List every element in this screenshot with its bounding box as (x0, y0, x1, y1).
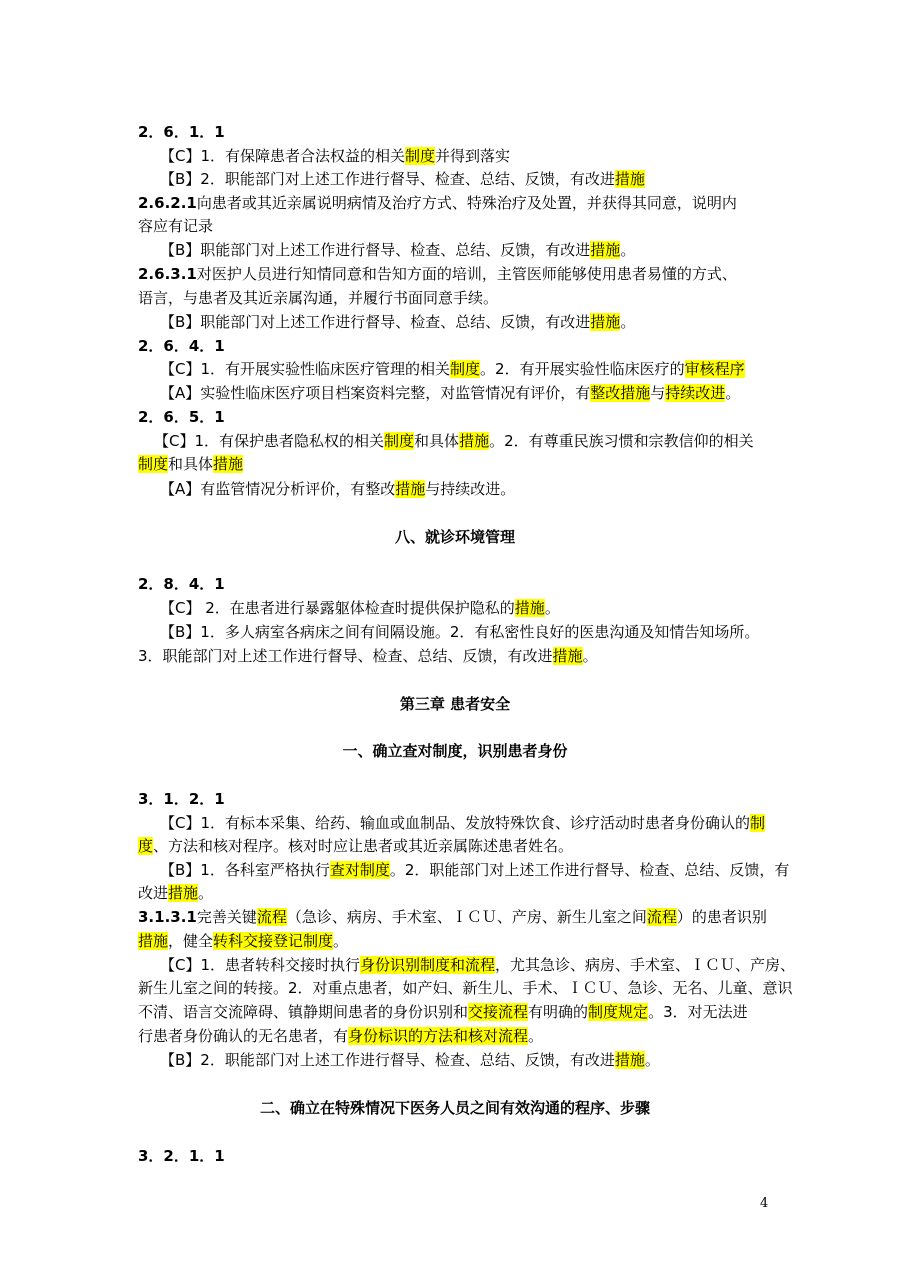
criterion-line (160, 239, 805, 261)
clause-line (138, 263, 783, 285)
text-segment: 。 (725, 384, 741, 402)
text-segment: 容应有记录 (138, 217, 214, 235)
criterion-line (160, 145, 805, 167)
section-heading (0, 1097, 910, 1119)
clause-line (138, 930, 783, 952)
highlighted-text: 措施 (614, 170, 645, 188)
text-segment: 与持续改进。 (425, 480, 516, 498)
criterion-line (160, 954, 805, 976)
highlighted-text: 流程 (256, 908, 287, 926)
text-segment: 【A】实验性临床医疗项目档案资料完整，对监管情况有评价，有 (160, 384, 591, 402)
text-segment: 【C】1．患者转科交接时执行 (160, 956, 361, 974)
highlighted-text: 流程 (646, 908, 677, 926)
highlighted-text: 身份识别制度和流程 (360, 956, 496, 974)
criterion-line (138, 835, 783, 857)
clause-line (138, 906, 783, 928)
highlighted-text: 制度 (138, 455, 169, 473)
text-segment: 【B】职能部门对上述工作进行督导、检查、总结、反馈，有改进 (160, 313, 591, 331)
text-segment: （急诊、病房、手术室、ＩＣＵ、产房、新生儿室之间 (286, 908, 647, 926)
highlighted-text: 持续改进 (665, 384, 726, 402)
text-segment: 2．6．5．1 (138, 408, 225, 426)
text-segment: 2．6．4．1 (138, 337, 225, 355)
highlighted-text: 措施 (590, 313, 621, 331)
text-segment: 【C】1．有保障患者合法权益的相关 (160, 147, 406, 165)
highlighted-text: 措施 (590, 241, 621, 259)
highlighted-text: 措施 (514, 599, 545, 617)
criterion-line (154, 430, 799, 452)
highlighted-text: 制度规定 (588, 1003, 649, 1021)
highlighted-text: 查对制度 (329, 861, 390, 879)
text-segment: 3．2．1．1 (138, 1147, 225, 1165)
text-segment: 。 (644, 1051, 660, 1069)
criterion-line (138, 453, 783, 475)
text-segment: 与 (650, 384, 666, 402)
clause-line (138, 215, 783, 237)
text-segment: ）的患者识别 (676, 908, 767, 926)
text-segment: 新生儿室之间的转接。2．对重点患者，如产妇、新生儿、手术、ＩＣＵ、急诊、无名、儿童、意识 (138, 979, 793, 997)
page-number: 4 (760, 1196, 769, 1211)
text-segment: 完善关键 (196, 908, 257, 926)
text-segment: 。 (333, 932, 349, 950)
text-segment: 【B】职能部门对上述工作进行督导、检查、总结、反馈，有改进 (160, 241, 591, 259)
text-segment: 第三章 患者安全 (399, 695, 511, 713)
text-segment: 。2．职能部门对上述工作进行督导、检查、总结、反馈，有 (389, 861, 790, 879)
text-segment: 。 (620, 241, 636, 259)
text-segment: 。2．有开展实验性临床医疗的 (480, 360, 685, 378)
text-segment: 向患者或其近亲属说明病情及治疗方式、特殊治疗及处置，并获得其同意，说明内 (196, 194, 737, 212)
chapter-heading (0, 693, 910, 715)
text-segment: 【C】1．有标本采集、给药、输血或血制品、发放特殊饮食、诊疗活动时患者身份确认的 (160, 814, 751, 832)
criterion-line (160, 168, 805, 190)
highlighted-text: 身份标识的方法和核对流程 (348, 1027, 529, 1045)
text-segment: 【B】2．职能部门对上述工作进行督导、检查、总结、反馈，有改进 (160, 1051, 615, 1069)
criterion-line (138, 882, 783, 904)
criterion-line (160, 311, 805, 333)
text-segment: 。 (528, 1027, 544, 1045)
highlighted-text: 制 (750, 814, 766, 832)
text-segment: 一、确立查对制度，识别患者身份 (342, 742, 568, 760)
text-segment: 。 (620, 313, 636, 331)
highlighted-text: 措施 (213, 455, 244, 473)
criterion-line (160, 358, 805, 380)
text-segment: 语言，与患者及其近亲属沟通，并履行书面同意手续。 (138, 289, 499, 307)
criterion-line (160, 478, 805, 500)
highlighted-text: 制度 (384, 432, 415, 450)
text-segment: 2．6．1．1 (138, 123, 225, 141)
highlighted-text: 制度 (450, 360, 481, 378)
section-heading (0, 740, 910, 762)
text-segment: 。 (198, 884, 214, 902)
text-segment: 【B】2．职能部门对上述工作进行督导、检查、总结、反馈，有改进 (160, 170, 615, 188)
section-number (138, 121, 783, 143)
criterion-line (160, 621, 805, 643)
criterion-line (160, 1049, 805, 1071)
criterion-line (138, 645, 783, 667)
text-segment: 。2．有尊重民族习惯和宗教信仰的相关 (489, 432, 754, 450)
criterion-line (160, 597, 805, 619)
text-segment: 【C】 2．在患者进行暴露躯体检查时提供保护隐私的 (160, 599, 515, 617)
criterion-line (160, 859, 805, 881)
highlighted-text: 措施 (138, 932, 169, 950)
section-heading (0, 526, 910, 548)
section-number (138, 573, 783, 595)
text-segment: 【A】有监管情况分析评价，有整改 (160, 480, 396, 498)
text-segment: 改进 (138, 884, 169, 902)
highlighted-text: 措施 (614, 1051, 645, 1069)
text-segment: 3．职能部门对上述工作进行督导、检查、总结、反馈，有改进 (138, 647, 553, 665)
criterion-line (160, 812, 805, 834)
text-segment: 2.6.2.1 (138, 194, 197, 212)
highlighted-text: 措施 (395, 480, 426, 498)
text-segment: 。3．对无法进 (648, 1003, 748, 1021)
text-segment: 并得到落实 (435, 147, 511, 165)
text-segment: 有明确的 (528, 1003, 589, 1021)
text-segment: 3.1.3.1 (138, 908, 197, 926)
text-segment: 【B】1．多人病室各病床之间有间隔设施。2．有私密性良好的医患沟通及知情告知场所。 (160, 623, 760, 641)
highlighted-text: 措施 (459, 432, 490, 450)
highlighted-text: 措施 (552, 647, 583, 665)
text-segment: ，尤其急诊、病房、手术室、ＩＣＵ、产房、 (495, 956, 796, 974)
clause-line (138, 192, 783, 214)
highlighted-text: 交接流程 (468, 1003, 529, 1021)
text-segment: 3．1．2．1 (138, 790, 225, 808)
clause-line (138, 287, 783, 309)
highlighted-text: 制度 (405, 147, 436, 165)
text-segment: 、方法和核对程序。核对时应让患者或其近亲属陈述患者姓名。 (153, 837, 574, 855)
text-segment: 和具体 (168, 455, 214, 473)
text-segment: 八、就诊环境管理 (394, 528, 515, 546)
text-segment: ，健全 (168, 932, 214, 950)
highlighted-text: 度 (138, 837, 154, 855)
text-segment: 二、确立在特殊情况下医务人员之间有效沟通的程序、步骤 (259, 1099, 650, 1117)
text-segment: 不清、语言交流障碍、镇静期间患者的身份识别和 (138, 1003, 469, 1021)
text-segment: 【B】1．各科室严格执行 (160, 861, 330, 879)
section-number (138, 406, 783, 428)
text-segment: 2．8．4．1 (138, 575, 225, 593)
highlighted-text: 审核程序 (684, 360, 745, 378)
criterion-line (138, 1025, 783, 1047)
text-segment: 行患者身份确认的无名患者，有 (138, 1027, 349, 1045)
criterion-line (138, 977, 793, 999)
text-segment: 和具体 (414, 432, 460, 450)
text-segment: 【C】1．有开展实验性临床医疗管理的相关 (160, 360, 451, 378)
section-number (138, 335, 783, 357)
highlighted-text: 整改措施 (590, 384, 651, 402)
text-segment: 。 (582, 647, 598, 665)
text-segment: 对医护人员进行知情同意和告知方面的培训，主管医师能够使用患者易懂的方式、 (196, 265, 737, 283)
criterion-line (160, 382, 805, 404)
criterion-line (138, 1001, 783, 1023)
text-segment: 。 (544, 599, 560, 617)
highlighted-text: 转科交接登记制度 (213, 932, 334, 950)
text-segment: 2.6.3.1 (138, 265, 197, 283)
section-number (138, 1145, 783, 1167)
text-segment: 【C】1．有保护患者隐私权的相关 (154, 432, 385, 450)
highlighted-text: 措施 (168, 884, 199, 902)
section-number (138, 788, 783, 810)
